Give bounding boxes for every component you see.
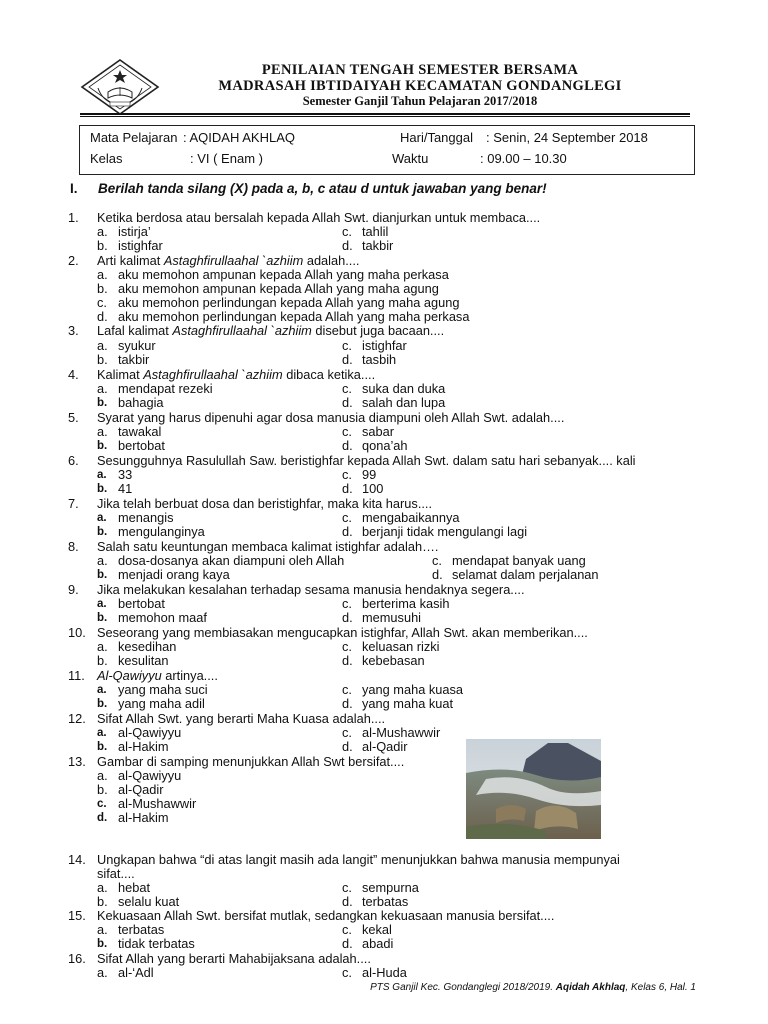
option-d: takbir	[362, 238, 394, 253]
option-b-letter: b.	[97, 741, 108, 753]
header-semester: Semester Ganjil Tahun Pelajaran 2017/2018	[302, 94, 538, 108]
option-a: menangis	[118, 510, 174, 525]
option-c-letter: c.	[97, 798, 107, 810]
option-d: aku memohon perlindungan kepada Allah yang maha perkasa	[118, 309, 470, 324]
option-d: yang maha kuat	[362, 696, 454, 711]
option-c-letter: c.	[342, 639, 352, 654]
question-text: Lafal kalimat Astaghfirullaahal `azhiim disebut juga bacaan....	[97, 323, 445, 338]
question-number: 1.	[68, 210, 79, 225]
option-a: al-Qawiyyu	[118, 768, 182, 783]
option-a-letter: a.	[97, 224, 108, 239]
option-c-letter: c.	[342, 224, 352, 239]
option-d-letter: d.	[342, 238, 353, 253]
option-a-letter: a.	[97, 338, 108, 353]
option-a-letter: a.	[97, 381, 108, 396]
madrasah-emblem-logo	[80, 58, 160, 116]
option-a-letter: a.	[97, 267, 108, 282]
subject-label: Mata Pelajaran	[90, 130, 178, 145]
option-a-letter: a.	[97, 922, 108, 937]
footer-prefix: PTS Ganjil Kec. Gondanglegi 2018/2019.	[370, 982, 556, 993]
option-d-letter: d.	[97, 812, 108, 824]
option-a: kesedihan	[118, 639, 177, 654]
question-text: Salah satu keuntungan membaca kalimat istighfar adalah….	[97, 539, 439, 554]
option-b: mengulanginya	[118, 524, 205, 539]
option-b-letter: b.	[97, 612, 108, 624]
option-b-letter: b.	[97, 526, 108, 538]
option-b: istighfar	[118, 238, 163, 253]
class-value: : VI ( Enam )	[190, 151, 263, 166]
option-c-letter: c.	[97, 295, 107, 310]
exam-info-box	[79, 125, 695, 175]
question-number: 11.	[68, 668, 85, 683]
option-c-letter: c.	[342, 510, 352, 525]
option-c: al-Mushawwir	[118, 796, 197, 811]
option-b: aku memohon ampunan kepada Allah yang maha agung	[118, 281, 439, 296]
instruction-text: Berilah tanda silang (X) pada a, b, c atau d untuk jawaban yang benar!	[98, 181, 547, 196]
question-text: Kekuasaan Allah Swt. bersifat mutlak, sedangkan kekuasaan manusia bersifat....	[97, 908, 555, 923]
option-d: kebebasan	[362, 653, 425, 668]
question-text: Kalimat Astaghfirullaahal `azhiim dibaca ketika....	[97, 367, 376, 382]
option-b-letter: b.	[97, 938, 108, 950]
option-d-letter: d.	[342, 481, 353, 496]
option-b-letter: b.	[97, 238, 108, 253]
option-d: abadi	[362, 936, 394, 951]
option-d-letter: d.	[342, 395, 353, 410]
option-d: al-Hakim	[118, 810, 169, 825]
option-a-letter: a.	[97, 727, 107, 739]
option-a-letter: a.	[97, 684, 107, 696]
option-c-letter: c.	[342, 682, 352, 697]
option-b: bertobat	[118, 438, 165, 453]
option-b: yang maha adil	[118, 696, 205, 711]
option-d-letter: d.	[97, 309, 108, 324]
option-b-letter: b.	[97, 397, 108, 409]
option-a-letter: a.	[97, 965, 108, 980]
option-a: yang maha suci	[118, 682, 208, 697]
question-text: Jika telah berbuat dosa dan beristighfar, maka kita harus....	[97, 496, 433, 511]
time-value: : 09.00 – 10.30	[480, 151, 567, 166]
time-label: Waktu	[392, 151, 429, 166]
option-a-letter: a.	[97, 598, 107, 610]
mountain-landscape-photo	[466, 739, 601, 839]
option-a: hebat	[118, 880, 151, 895]
header-divider	[80, 113, 690, 115]
option-c: sempurna	[362, 880, 419, 895]
option-c: al-Mushawwir	[362, 725, 441, 740]
option-c-letter: c.	[342, 424, 352, 439]
option-c: suka dan duka	[362, 381, 446, 396]
option-a-letter: a.	[97, 768, 108, 783]
option-b: 41	[118, 481, 133, 496]
option-c-letter: c.	[342, 467, 352, 482]
option-a: terbatas	[118, 922, 165, 937]
question-number: 14.	[68, 852, 86, 867]
option-b: kesulitan	[118, 653, 169, 668]
question-number: 16.	[68, 951, 86, 966]
option-b: bahagia	[118, 395, 164, 410]
option-a: tawakal	[118, 424, 162, 439]
question-text: Sesungguhnya Rasulullah Saw. beristighfar kepada Allah Swt. dalam satu hari sebanyak.... kali	[97, 453, 636, 468]
option-c-letter: c.	[342, 880, 352, 895]
question-text: Al-Qawiyyu artinya....	[97, 668, 218, 683]
page-footer	[370, 982, 696, 993]
option-d-letter: d.	[432, 567, 443, 582]
header-title: PENILAIAN TENGAH SEMESTER BERSAMA	[261, 62, 579, 78]
option-d: al-Qadir	[362, 739, 408, 754]
option-c: mengabaikannya	[362, 510, 460, 525]
option-a-letter: a.	[97, 512, 107, 524]
question-text: Arti kalimat Astaghfirullaahal `azhiim adalah....	[97, 253, 360, 268]
option-d: 100	[362, 481, 384, 496]
option-b: memohon maaf	[118, 610, 207, 625]
option-d: tasbih	[362, 352, 397, 367]
option-d-letter: d.	[342, 438, 353, 453]
option-b-letter: b.	[97, 782, 108, 797]
option-c-letter: c.	[342, 338, 352, 353]
option-b-letter: b.	[97, 569, 108, 581]
question-number: 4.	[68, 367, 79, 382]
option-c: kekal	[362, 922, 392, 937]
option-b: al-Qadir	[118, 782, 164, 797]
option-b-letter: b.	[97, 894, 108, 909]
question-number: 8.	[68, 539, 79, 554]
option-d-letter: d.	[342, 936, 353, 951]
question-text-continued: sifat....	[97, 866, 135, 881]
footer-suffix: , Kelas 6, Hal. 1	[625, 982, 696, 993]
option-c: mendapat banyak uang	[452, 553, 586, 568]
option-d-letter: d.	[342, 653, 353, 668]
question-number: 3.	[68, 323, 79, 338]
question-number: 10.	[68, 625, 86, 640]
option-b-letter: b.	[97, 352, 108, 367]
option-b-letter: b.	[97, 281, 108, 296]
option-a-letter: a.	[97, 553, 108, 568]
option-c: berterima kasih	[362, 596, 450, 611]
option-c-letter: c.	[342, 381, 352, 396]
header-divider-thin	[80, 116, 690, 117]
question-text: Sifat Allah yang berarti Mahabijaksana adalah....	[97, 951, 371, 966]
option-c: sabar	[362, 424, 395, 439]
option-a-letter: a.	[97, 469, 107, 481]
question-number: 13.	[68, 754, 86, 769]
option-b-letter: b.	[97, 440, 108, 452]
day-value: : Senin, 24 September 2018	[486, 130, 648, 145]
option-a: 33	[118, 467, 133, 482]
option-b: selalu kuat	[118, 894, 180, 909]
question-number: 5.	[68, 410, 79, 425]
option-d: berjanji tidak mengulangi lagi	[362, 524, 528, 539]
question-text: Jika melakukan kesalahan terhadap sesama manusia hendaknya segera....	[97, 582, 525, 597]
option-d-letter: d.	[342, 696, 353, 711]
question-text: Gambar di samping menunjukkan Allah Swt bersifat....	[97, 754, 405, 769]
option-b-letter: b.	[97, 483, 108, 495]
option-c: istighfar	[362, 338, 407, 353]
option-a-letter: a.	[97, 639, 108, 654]
option-d: selamat dalam perjalanan	[452, 567, 599, 582]
option-a: aku memohon ampunan kepada Allah yang maha perkasa	[118, 267, 449, 282]
option-d-letter: d.	[342, 610, 353, 625]
question-number: 12.	[68, 711, 86, 726]
subject-value: : AQIDAH AKHLAQ	[183, 130, 295, 145]
option-c-letter: c.	[342, 596, 352, 611]
question-number: 2.	[68, 253, 79, 268]
option-b-letter: b.	[97, 698, 108, 710]
option-a-letter: a.	[97, 424, 108, 439]
question-text: Ungkapan bahwa “di atas langit masih ada langit” menunjukkan bahwa manusia mempunyai	[97, 852, 620, 867]
option-d-letter: d.	[342, 739, 353, 754]
option-c: keluasan rizki	[362, 639, 440, 654]
class-label: Kelas	[90, 151, 123, 166]
option-a: al-Qawiyyu	[118, 725, 182, 740]
option-c: aku memohon perlindungan kepada Allah yang maha agung	[118, 295, 460, 310]
option-a: mendapat rezeki	[118, 381, 213, 396]
option-d: salah dan lupa	[362, 395, 446, 410]
option-d: memusuhi	[362, 610, 422, 625]
option-c: yang maha kuasa	[362, 682, 464, 697]
question-number: 15.	[68, 908, 86, 923]
option-a: al-‘Adl	[118, 965, 154, 980]
option-b: tidak terbatas	[118, 936, 195, 951]
option-c-letter: c.	[342, 922, 352, 937]
option-c: tahlil	[362, 224, 389, 239]
option-a-letter: a.	[97, 880, 108, 895]
option-a: istirja’	[118, 224, 151, 239]
option-d-letter: d.	[342, 352, 353, 367]
question-text: Syarat yang harus dipenuhi agar dosa manusia diampuni oleh Allah Swt. adalah....	[97, 410, 565, 425]
option-a: bertobat	[118, 596, 165, 611]
footer-subject: Aqidah Akhlaq	[555, 982, 626, 993]
option-b: takbir	[118, 352, 150, 367]
option-a: dosa-dosanya akan diampuni oleh Allah	[118, 553, 345, 568]
question-number: 6.	[68, 453, 79, 468]
option-d: terbatas	[362, 894, 409, 909]
question-text: Ketika berdosa atau bersalah kepada Allah Swt. dianjurkan untuk membaca....	[97, 210, 541, 225]
option-a: syukur	[118, 338, 156, 353]
option-c: al-Huda	[362, 965, 407, 980]
option-d-letter: d.	[342, 524, 353, 539]
question-text: Sifat Allah Swt. yang berarti Maha Kuasa adalah....	[97, 711, 386, 726]
header-school: MADRASAH IBTIDAIYAH KECAMATAN GONDANGLEGI	[218, 78, 622, 94]
day-label: Hari/Tanggal	[400, 130, 473, 145]
option-b: al-Hakim	[118, 739, 169, 754]
question-text: Seseorang yang membiasakan mengucapkan istighfar, Allah Swt. akan memberikan....	[97, 625, 588, 640]
option-b-letter: b.	[97, 653, 108, 668]
question-number: 7.	[68, 496, 79, 511]
option-c-letter: c.	[432, 553, 442, 568]
question-number: 9.	[68, 582, 79, 597]
option-c-letter: c.	[342, 965, 352, 980]
option-c: 99	[362, 467, 377, 482]
option-c-letter: c.	[342, 725, 352, 740]
section-number: I.	[70, 181, 78, 196]
option-b: menjadi orang kaya	[118, 567, 230, 582]
option-d: qona’ah	[362, 438, 408, 453]
option-d-letter: d.	[342, 894, 353, 909]
